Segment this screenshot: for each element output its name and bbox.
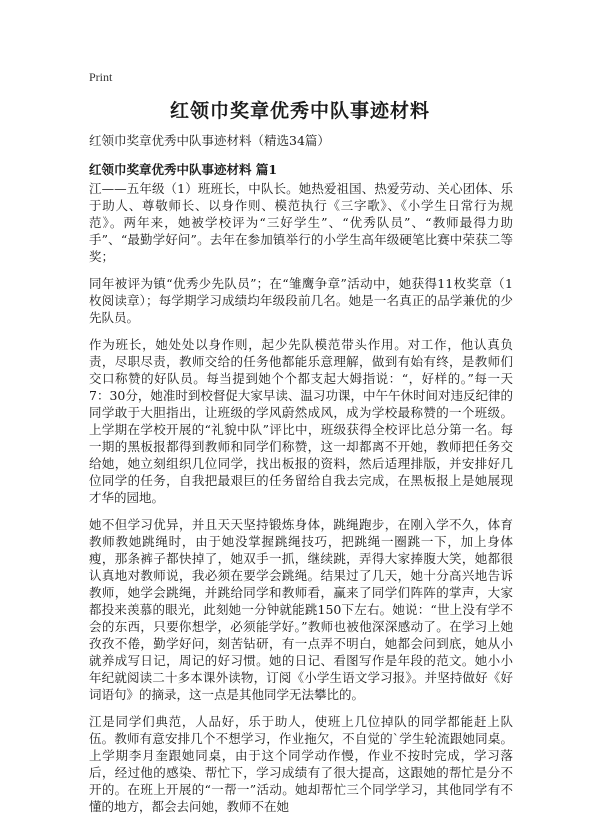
print-link[interactable]: Print xyxy=(89,70,113,84)
paragraph: 江——五年级（1）班班长，中队长。她热爱祖国、热爱劳动、关心团体、乐于助人、尊敬师长、以身作则、模范执行《三字歌》、《小学生日常行为规范》。两年来，她被学校评为“三好学生”、“优秀队员”、“教师最得力助手”、“最勤学好问”。去年在参加镇举行的小学生高年级硬笔比赛中荣获二等奖； xyxy=(89,181,513,264)
paragraph: 作为班长，她处处以身作则，起少先队模范带头作用。对工作，他认真负责，尽职尽责，教师交给的任务他都能乐意理解，做到有始有终，是教师们交口称赞的好队员。每当提到她个个都支起大姆指说：“，好样的。”每一天7：30分，她准时到校督促大家早读、温习功课，中午午休时间对违反纪律的同学敢于大胆指出，让班级的学风蔚然成风，成为学校最称赞的一个班级。上学期在学校开展的“礼貌中队”评比中，班级获得全校评比总分第一名。每一期的黑板报都得到教师和同学们称赞，这一却都离不开她，教师把任务交给她，她立刻组织几位同学，找出板报的资料，然后适理排版，并安排好几位同学的任务，自我把最艰巨的任务留给自我去完成，在黑板报上是她展现才华的园地。 xyxy=(89,337,513,505)
document-body xyxy=(89,180,513,825)
paragraph: 同年被评为镇“优秀少先队员”；在“雏鹰争章”活动中，她获得11枚奖章（1枚阅读章）；每学期学习成绩均年级段前几名。她是一名真正的品学兼优的少先队员。 xyxy=(89,276,513,325)
paragraph: 江是同学们典范，人品好，乐于助人，使班上几位掉队的同学都能赶上队伍。教师有意安排几个不想学习，作业拖欠，不自觉的`学生轮流跟她同桌。上学期李月奎跟她同桌，由于这个同学动作慢，作业不按时完成，学习落后，经过他的感染、帮忙下，学习成绩有了很大提高，这跟她的帮忙是分不开的。在班上开展的“一帮一”活动。她却帮忙三个同学学习，其他同学有不懂的地方，都会去问她，教师不在她 xyxy=(89,714,513,814)
document-title: 红领巾奖章优秀中队事迹材料 xyxy=(169,100,430,122)
document-subtitle: 红领巾奖章优秀中队事迹材料（精选34篇） xyxy=(89,133,330,148)
section-heading: 红领巾奖章优秀中队事迹材料 篇1 xyxy=(89,162,278,177)
paragraph: 她不但学习优异，并且天天坚持锻炼身体，跳绳跑步，在刚入学不久，体育教师教她跳绳时，由于她没掌握跳绳技巧，把跳绳一圈跳一下，加上身体瘦，那条裤子都快掉了，她双手一抓，继续跳，弄得大家捧腹大笑，她都很认真地对教师说，我必须在要学会跳绳。结果过了几天，她十分高兴地告诉教师，她学会跳绳，并跳给同学和教师看，赢来了同学们阵阵的掌声，大家都投来羡慕的眼光，此刻她一分钟就能跳150下左右。她说：“世上没有学不会的东西，只要你想学，必须能学好。”教师也被他深深感动了。在学习上她孜孜不倦，勤学好问，刻苦钻研，有一点弄不明白，她都会问到底，她从小就养成写日记，周记的好习惯。她的日记、看图写作是年段的范文。她小小年纪就阅读二十多本课外读物，订阅《小学生语文学习报》。并坚持做好《好词语句》的摘录，这一点是其他同学无法攀比的。 xyxy=(89,517,513,702)
